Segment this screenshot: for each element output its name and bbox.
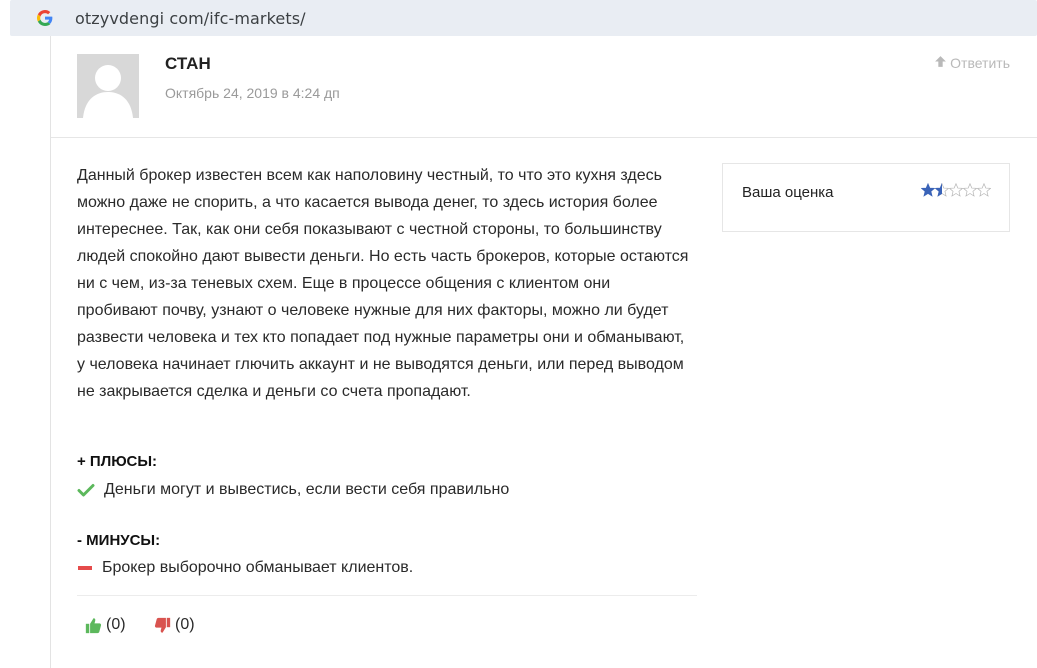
star-icon (921, 183, 935, 197)
review-header (51, 36, 1037, 138)
star-empty-icon (977, 183, 991, 197)
thumbs-up-icon (85, 617, 102, 634)
cons-title: - МИНУСЫ: (77, 532, 161, 549)
author-name: СТАН (165, 54, 211, 73)
arrow-up-icon (934, 55, 947, 71)
reply-label: Ответить (950, 55, 1010, 71)
pros-title: + ПЛЮСЫ: (77, 453, 158, 470)
divider (77, 595, 697, 596)
check-icon (77, 481, 95, 499)
like-count: (0) (106, 616, 126, 633)
star-empty-icon (949, 183, 963, 197)
dislike-button[interactable] (154, 616, 195, 634)
rating-label: Ваша оценка (742, 184, 834, 201)
avatar (77, 54, 139, 118)
pros-item (77, 481, 509, 499)
google-g-icon (35, 8, 55, 28)
thumbs-down-icon (154, 617, 171, 634)
cons-item (77, 559, 413, 577)
review-card (50, 36, 1037, 668)
pros-item-text: Деньги могут и вывестись, если вести себя правильно (104, 481, 510, 498)
star-empty-icon (963, 183, 977, 197)
address-bar[interactable] (10, 0, 1037, 36)
dislike-count: (0) (175, 616, 195, 633)
review-date: Октябрь 24, 2019 в 4:24 дп (165, 85, 340, 101)
star-rating (921, 183, 991, 197)
star-half-icon (935, 183, 949, 197)
reply-button[interactable] (934, 55, 1010, 71)
url-text: otzyvdengi com/ifc-markets/ (75, 8, 306, 28)
cons-item-text: Брокер выборочно обманывает клиентов. (102, 559, 414, 576)
like-button[interactable] (85, 616, 126, 634)
review-text: Данный брокер известен всем как наполовину честный, то что это кухня здесь можно даже не спорить, а что касается вывода денег, то здесь история более интереснее. Так, как они себя показывают с честной стороны, то большинству людей спокойно дают вывести деньги. Но есть часть брокеров, которые остаются ни с чем, из-за теневых схем. Еще в процессе общения с клиентом они пробивают почву, узнают о человеке нужные для них факторы, можно ли будет развести человека и тех кто попадает под нужные параметры они и обманывают, у человека начинает глючить аккаунт и не выводятся деньги, или перед выводом не закрывается сделка и деньги со счета пропадают. (77, 167, 689, 400)
minus-icon (78, 566, 92, 570)
rating-box (722, 163, 1010, 232)
